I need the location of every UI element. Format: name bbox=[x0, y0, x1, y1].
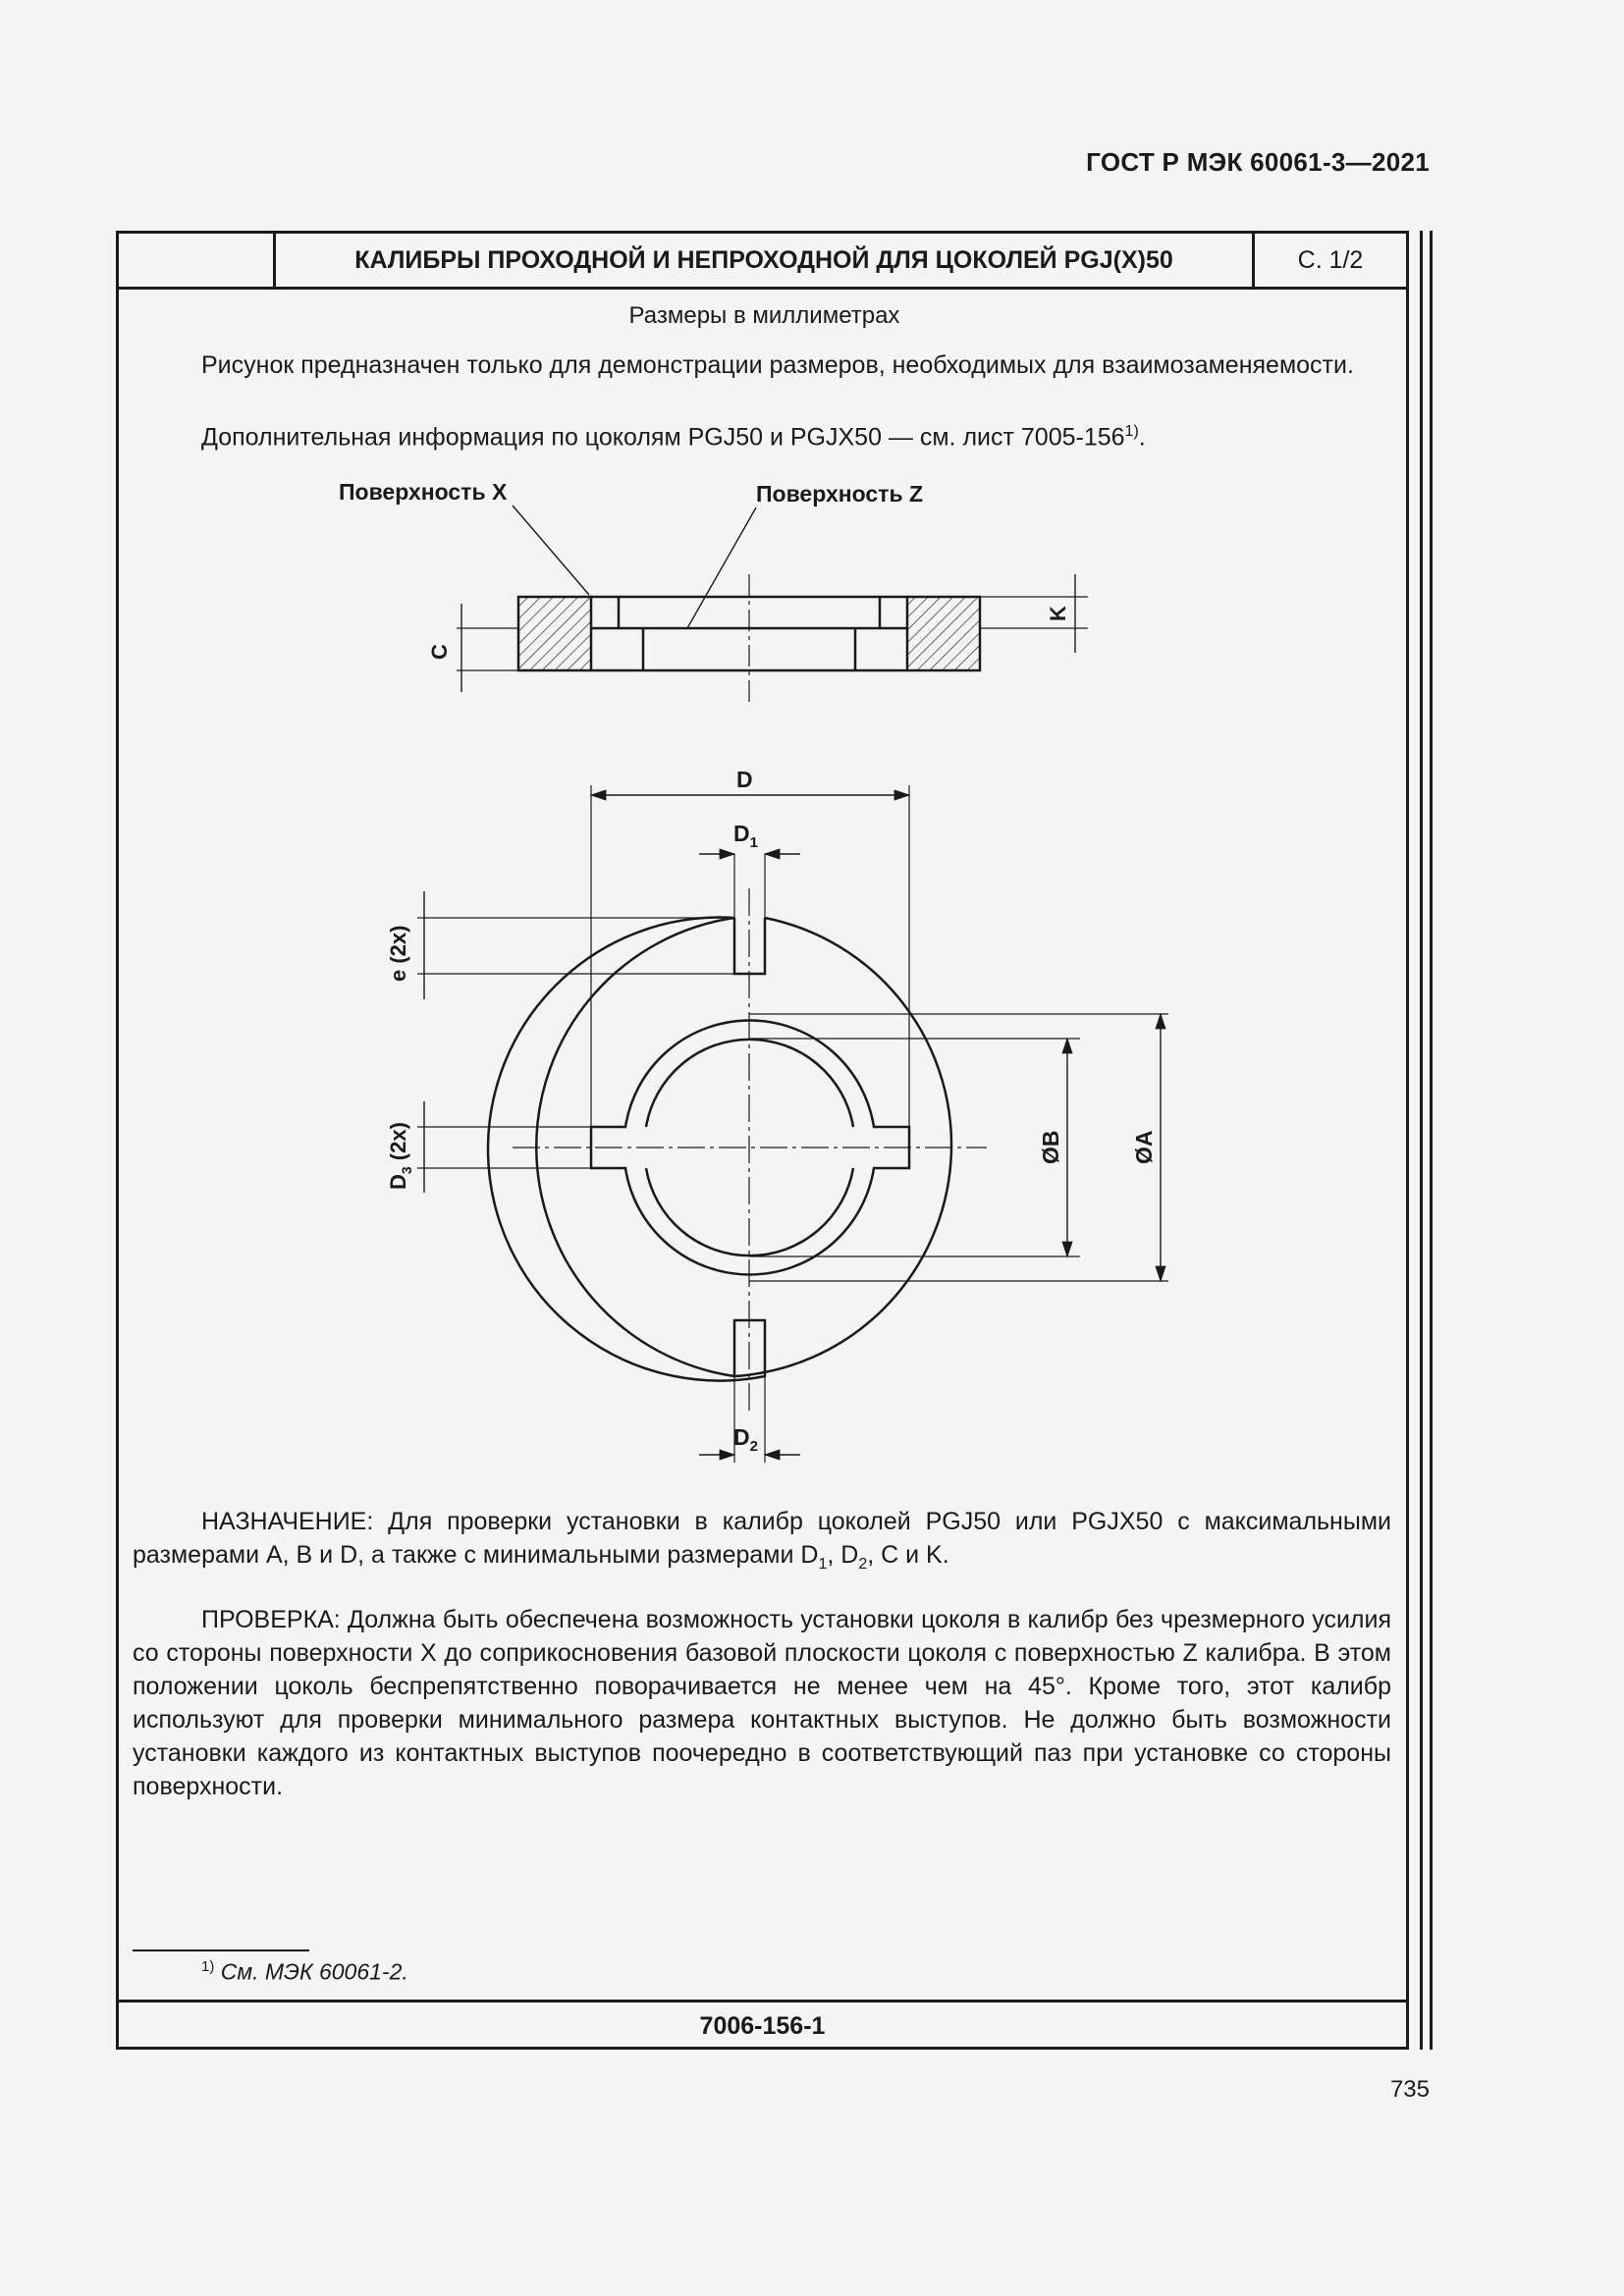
check-paragraph: ПРОВЕРКА: Должна быть обеспечена возможность установки цоколя в калибр без чрезмерного усилия со стороны поверхности X до соприкосновения базовой плоскости цоколя с поверхностью Z калибра. В этом положении цоколь беспрепятственно поворачивается не менее чем на 45°. Кроме того, этот калибр используют для проверки минимального размера контактных выступов. Не должно быть возможности установки каждого из контактных выступов поочередно в соответствующий паз при установке со стороны поверхности. bbox=[133, 1606, 1391, 1800]
intro-paragraph: Рисунок предназначен только для демонстрации размеров, необходимых для взаимозаменяемости. bbox=[201, 351, 1354, 379]
dim-a-label: ØA bbox=[1131, 1130, 1157, 1164]
standard-designation: ГОСТ Р МЭК 60061-3—2021 bbox=[1086, 147, 1430, 177]
dim-d3-label: $D_3$ (2x) bbox=[386, 1122, 414, 1190]
dim-d-label: D bbox=[736, 767, 753, 792]
units-note: Размеры в миллиметрах bbox=[628, 302, 900, 329]
footnote-separator bbox=[133, 1949, 309, 1951]
dim-b-label: ØB bbox=[1038, 1130, 1063, 1164]
footnote-ref: 1) bbox=[1124, 423, 1139, 440]
sheet-number: С. 1/2 bbox=[1297, 245, 1364, 274]
leader-surface-x bbox=[513, 506, 589, 595]
sheet-code: 7006-156-1 bbox=[116, 2000, 1409, 2050]
surface-z-label: Поверхность Z bbox=[756, 481, 924, 507]
hatched-section-left bbox=[518, 597, 591, 670]
dim-d1-label: $D_1$ bbox=[733, 821, 758, 851]
dim-d2-label: $D_2$ bbox=[733, 1424, 758, 1455]
dim-k-label: K bbox=[1046, 606, 1070, 621]
leader-surface-z bbox=[687, 507, 756, 628]
page-number: 735 bbox=[1389, 2076, 1430, 2103]
section-view bbox=[457, 506, 1088, 702]
purpose-paragraph: НАЗНАЧЕНИЕ: Для проверки установки в калибр цоколей PGJ50 или PGJX50 с максимальными размерами A, B и D, а также с минимальными размерами $D_1$, $D_2$, C и K. bbox=[133, 1508, 1391, 1573]
dim-c-label: C bbox=[427, 644, 452, 660]
footnote: $^{1)}$ См. МЭК 60061-2. bbox=[201, 1958, 408, 1985]
dim-e-label: e (2x) bbox=[386, 925, 410, 982]
sheet-title: КАЛИБРЫ ПРОХОДНОЙ И НЕПРОХОДНОЙ ДЛЯ ЦОКОЛЕЙ PGJ(X)50 bbox=[273, 234, 1255, 287]
hatched-section-right bbox=[907, 597, 980, 670]
gauge-outline bbox=[488, 918, 765, 1381]
reference-paragraph: Дополнительная информация по цоколям PGJ50 и PGJX50 — см. лист 7005-156$^{1)}$. bbox=[201, 423, 1146, 452]
surface-x-label: Поверхность X bbox=[339, 479, 508, 505]
plan-view bbox=[417, 785, 1168, 1463]
